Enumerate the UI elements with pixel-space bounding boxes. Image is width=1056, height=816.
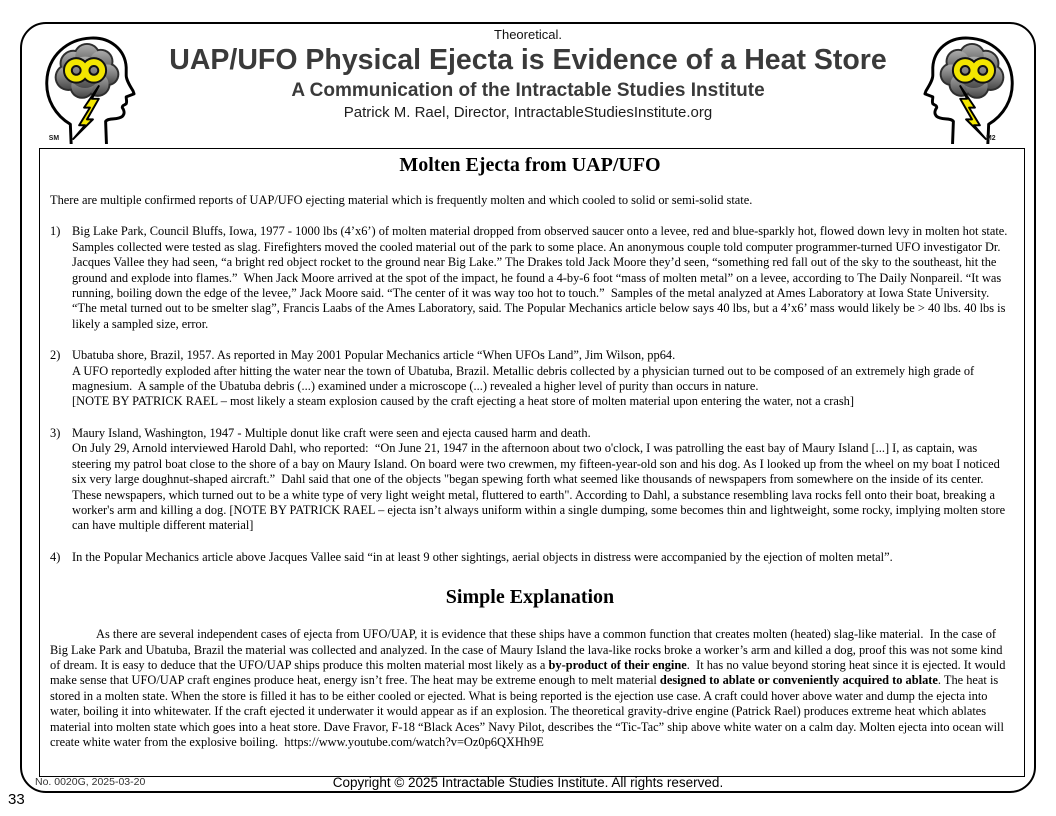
list-item-segment: Maury Island, Washington, 1947 - Multiple donut like craft were seen and ejecta caused harm and death.: [72, 425, 591, 440]
list-item-segment: In the Popular Mechanics article above Jacques Vallee said “in at least 9 other sightings, aerial objects in distress were accompanied by the ejection of molten metal”.: [72, 549, 893, 564]
page-title: UAP/UFO Physical Ejecta is Evidence of a Heat Store: [169, 44, 887, 76]
explanation-run: As there are several independent cases of ejecta from UFO/UAP, it is evidence that these ships have a common function that creates molten (heated) slag-like material. In the case of Big Lake Park and Ubatuba, Brazil the material was collected and analyzed. In the case of Maury Island the lava-like rocks broke a worker’s arm and killed a dog, proof this was not some kind of dream. It is easy to deduce that the UFO/UAP ships produce this molten material most likely as a: [50, 627, 1006, 672]
author-line: Patrick M. Rael, Director, IntractableStudiesInstitute.org: [343, 104, 713, 121]
explanation-paragraph: [50, 627, 1010, 750]
logo-mark-right: M2: [985, 134, 996, 142]
explanation-run: . It has no value beyond storing heat since it is ejected. It would make sense that UFO/UAP craft engines produce heat, energy isn’t free. The heat may be extreme enough to melt material: [50, 657, 1009, 688]
explanation-run: . The heat is stored in a molten state. When the store is filled it has to be either cooled or ejected. What is being reported is the ejection use case. A craft could hover above water and dump the ejecta into water, boiling it into whitewater. If the craft ejected it underwater it would appear as if an explosion. The theoretical gravity-drive engine (Patrick Rael) produces extreme heat which ablates material into molten state which goes into a heat store. Dave Fravor, F-18 “Black Aces” Navy Pilot, describes the “Tic-Tac” ship above white water on a calm day. Molten ejecta into ocean will create white water from the explosive boiling. https://www.youtube.com/watch?v=Oz0p6QXHh9E: [50, 673, 1008, 749]
header: [22, 45, 1034, 122]
list-item-text: [72, 550, 1010, 565]
list-item-number: 2): [50, 348, 61, 363]
list-item-segment: On July 29, Arnold interviewed Harold Dahl, who reported: “On June 21, 1947 in the afternoon about two o'clock, I was patrolling the east bay of Maury Island [...] I, as captain, was steering my patrol boat close to the shore of a bay on Maury Island. On board were two crewmen, my fifteen-year-old son and his dog. As I looked up from the wheel on my boat I noticed six very large doughnut-shaped aircraft.” Dahl said that one of the objects "began spewing forth what seemed like thousands of newspapers from somewhere on the inside of its center. These newspapers, which turned out to be a white type of very light weight metal, fluttered to earth". According to Dahl, a substance resembling lava rocks fell onto their boat, breaking a worker's arm and killing a dog. [NOTE BY PATRICK RAEL – ejecta isn’t always uniform within a single dumping, some becomes thin and lightweight, some rocky, implying molten store can have multiple different material]: [72, 441, 1009, 533]
list-item: [50, 224, 1010, 332]
list-item-text: [72, 426, 1010, 534]
brain-infinity-lightning-icon: [925, 38, 1012, 144]
list-item-number: 1): [50, 224, 61, 239]
subtitle: A Communication of the Intractable Studies Institute: [291, 80, 765, 101]
section-heading-molten-ejecta: Molten Ejecta from UAP/UFO: [399, 154, 661, 176]
explanation-bold-run: by-product of their engine: [548, 657, 687, 672]
section-heading-simple-explanation: Simple Explanation: [445, 586, 615, 609]
list-item-segment: Ubatuba shore, Brazil, 1957. As reported in May 2001 Popular Mechanics article “When UFOs Land”, Jim Wilson, pp64.: [72, 348, 676, 363]
copyright-line: Copyright © 2025 Intractable Studies Institute. All rights reserved.: [332, 775, 724, 790]
doc-number: No. 0020G, 2025-03-20: [35, 776, 146, 788]
list-item-segment: A UFO reportedly exploded after hitting the water near the town of Ubatuba, Brazil. Metallic debris collected by a physician turned out to be composed of an extremely high grade of magnesium. A sample of the Ubatuba debris (...) examined under a microscope (...) revealed a higher level of purity than occurs in nature.: [72, 363, 978, 394]
list-item-segment: Big Lake Park, Council Bluffs, Iowa, 1977 - 1000 lbs (4’x6’) of molten material dropped from observed saucer onto a levee, red and blue-sparkly hot, flowed down levy in molten hot state. Samples collected were tested as slag. Firefighters moved the cooled material out of the park to some place. An anonymous couple told computer programmer-turned UFO investigator Dr. Jacques Vallee they had seen, “a bright red object rocket to the ground near Big Lake.” The Drakes told Jack Moore they’d seen, “something red fall out of the sky to the southeast, hit the ground and explode into flames.” When Jack Moore arrived at the spot of the impact, he found a 4-by-6 foot “mass of molten metal” on a levee, according to The Daily Nonpareil. “It was running, boiling down the edge of the levee,” Jack Moore said. “The center of it was way too hot to touch.” Samples of the metal analyzed at Ames Laboratory at Iowa State University. “The metal turned out to be smelter slag”, Francis Laabs of the Ames Laboratory, said. The Popular Mechanics article below says 40 lbs, but a 4’x6’ mass would likely be > 40 lbs. 40 lbs is likely a sampled size, error.: [72, 224, 1011, 331]
institute-logo-right: [923, 34, 1021, 144]
list-item: [50, 550, 1010, 565]
list-item-text: [72, 348, 1010, 410]
logo-mark-left: SM: [48, 134, 60, 142]
explanation-bold-run: designed to ablate or conveniently acquired to ablate: [659, 673, 938, 688]
content-box: [39, 148, 1025, 777]
page-number: 33: [8, 791, 25, 808]
list-item-number: 3): [50, 425, 61, 440]
communication-sheet: [20, 22, 1036, 793]
list-item: [50, 348, 1010, 410]
tagline: Theoretical.: [494, 27, 562, 42]
list-item-number: 4): [50, 549, 61, 564]
list-item-segment: [NOTE BY PATRICK RAEL – most likely a steam explosion caused by the craft ejecting a heat store of molten material upon entering the water, not a crash]: [72, 394, 854, 409]
intro-paragraph: There are multiple confirmed reports of UAP/UFO ejecting material which is frequently molten and which cooled to solid or semi-solid state.: [50, 193, 753, 207]
list-item: [50, 426, 1010, 534]
list-item-text: [72, 224, 1010, 332]
ejecta-list: [50, 224, 1010, 565]
